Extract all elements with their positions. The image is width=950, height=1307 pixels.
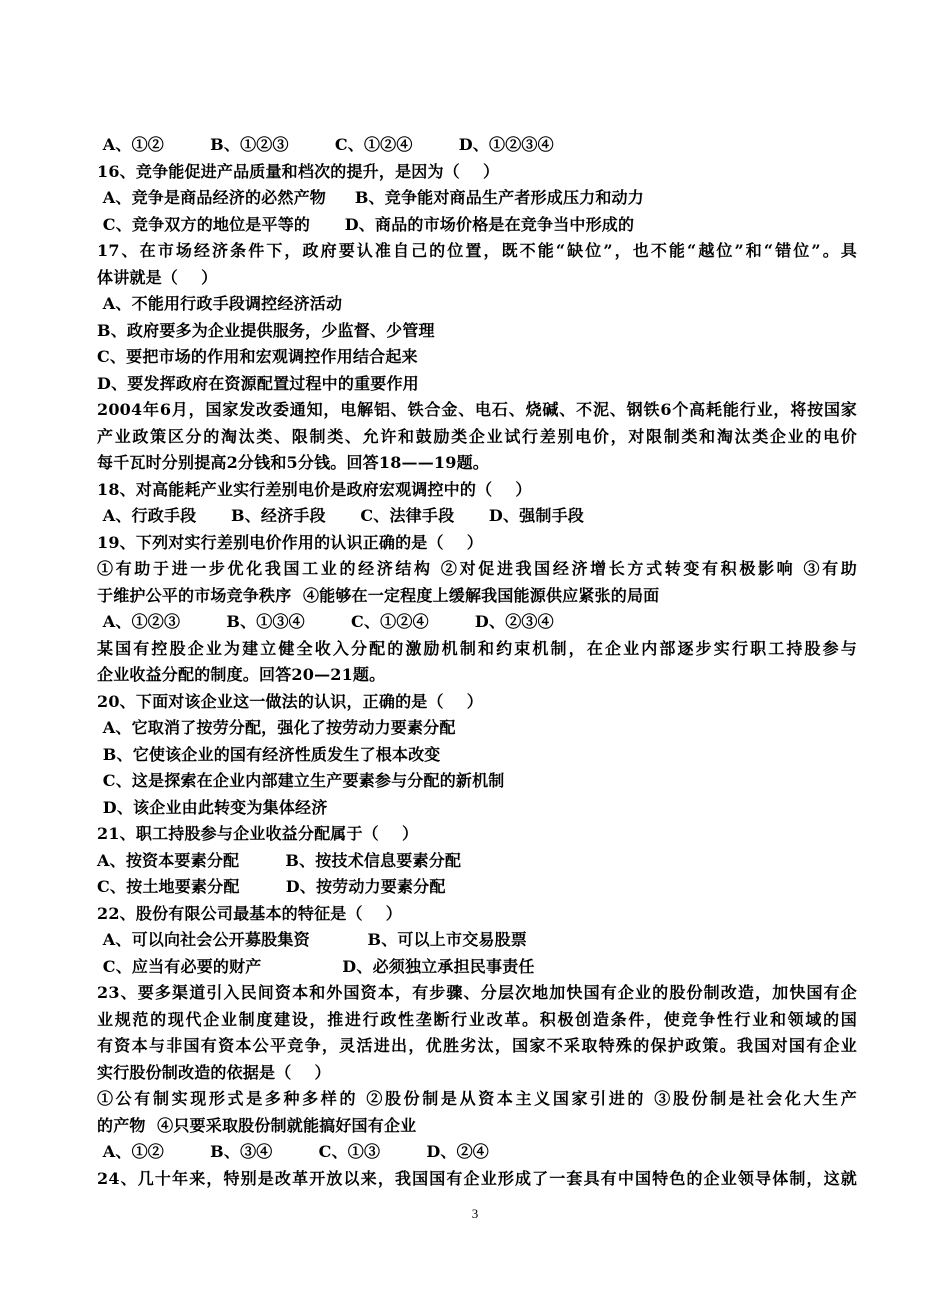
text-line: A、不能用行政手段调控经济活动 — [97, 294, 343, 313]
text-line: 16、竞争能促进产品质量和档次的提升，是因为（ ） — [97, 161, 500, 181]
text-line: 体讲就是（ ） — [97, 267, 218, 287]
text-line: C、按土地要素分配 D、按劳动力要素分配 — [97, 877, 446, 896]
text-line: C、要把市场的作用和宏观调控作用结合起来 — [97, 347, 418, 366]
text-line: 每千瓦时分别提高2分钱和5分钱。回答18——19题。 — [97, 453, 489, 472]
text-line: A、它取消了按劳分配，强化了按劳动力要素分配 — [97, 718, 456, 737]
text-line: C、竞争双方的地位是平等的 D、商品的市场价格是在竞争当中形成的 — [97, 214, 635, 234]
text-line: ①公有制实现形式是多种多样的 ②股份制是从资本主义国家引进的 ③股份制是社会化大生产 — [97, 1089, 857, 1108]
text-line: 的产物 ④只要采取股份制就能搞好国有企业 — [97, 1115, 417, 1135]
text-line: 21、职工持股参与企业收益分配属于（ ） — [97, 824, 419, 843]
text-line: A、按资本要素分配 B、按技术信息要素分配 — [97, 850, 462, 870]
text-line: B、它使该企业的国有经济性质发生了根本改变 — [97, 744, 441, 764]
document-body — [97, 132, 857, 1192]
text-line: A、行政手段 B、经济手段 C、法律手段 D、强制手段 — [97, 506, 584, 525]
text-line: 产业政策区分的淘汰类、限制类、允许和鼓励类企业试行差别电价，对限制类和淘汰类企业的电价 — [97, 426, 857, 446]
text-line: ①有助于进一步优化我国工业的经济结构 ②对促进我国经济增长方式转变有积极影响 ③有助 — [97, 559, 857, 578]
text-line: 有资本与非国有资本公平竞争，灵活进出，优胜劣汰，国家不采取特殊的保护政策。我国对国有企业 — [97, 1036, 857, 1055]
text-line: D、要发挥政府在资源配置过程中的重要作用 — [97, 373, 419, 393]
text-line: A、①② B、①②③ C、①②④ D、①②③④ — [97, 135, 554, 154]
text-line: 20、下面对该企业这一做法的认识，正确的是（ ） — [97, 691, 483, 711]
text-line: 实行股份制改造的依据是（ ） — [97, 1062, 331, 1082]
text-line: 18、对高能耗产业实行差别电价是政府宏观调控中的（ ） — [97, 479, 532, 499]
text-line: B、政府要多为企业提供服务，少监督、少管理 — [97, 320, 435, 340]
text-line: A、①② B、③④ C、①③ D、②④ — [97, 1142, 490, 1161]
text-line: 业规范的现代企业制度建设，推进行政性垄断行业改革。积极创造条件，使竞争性行业和领域的国 — [97, 1009, 857, 1029]
text-line: 于维护公平的市场竞争秩序 ④能够在一定程度上缓解我国能源供应紧张的局面 — [97, 585, 660, 605]
text-line: 2004年6月，国家发改委通知，电解铝、铁合金、电石、烧碱、不泥、钢铁6个高耗能行业，将按国家 — [97, 400, 857, 419]
text-line: 23、要多渠道引入民间资本和外国资本，有步骤、分层次地加快国有企业的股份制改造，加快国有企 — [97, 983, 857, 1002]
text-line: C、这是探索在企业内部建立生产要素参与分配的新机制 — [97, 771, 505, 790]
text-line: A、可以向社会公开募股集资 B、可以上市交易股票 — [97, 930, 528, 949]
page-number: 3 — [471, 1206, 479, 1221]
text-line: 24、几十年来，特别是改革开放以来，我国国有企业形成了一套具有中国特色的企业领导体制，这就 — [97, 1168, 857, 1188]
text-line: D、该企业由此转变为集体经济 — [97, 797, 328, 817]
text-line: 某国有控股企业为建立健全收入分配的激励机制和约束机制，在企业内部逐步实行职工持股参与 — [97, 638, 857, 658]
text-line: 19、下列对实行差别电价作用的认识正确的是（ ） — [97, 532, 483, 552]
text-line: 17、在市场经济条件下，政府要认准自己的位置，既不能“缺位”，也不能“越位”和“错位”。具 — [97, 241, 857, 260]
text-line: A、竞争是商品经济的必然产物 B、竞争能对商品生产者形成压力和动力 — [97, 188, 644, 207]
text-line: 22、股份有限公司最基本的特征是（ ） — [97, 903, 402, 923]
text-line: C、应当有必要的财产 D、必须独立承担民事责任 — [97, 956, 535, 976]
text-line: A、①②③ B、①③④ C、①②④ D、②③④ — [97, 612, 554, 631]
text-line: 企业收益分配的制度。回答20—21题。 — [97, 665, 386, 684]
